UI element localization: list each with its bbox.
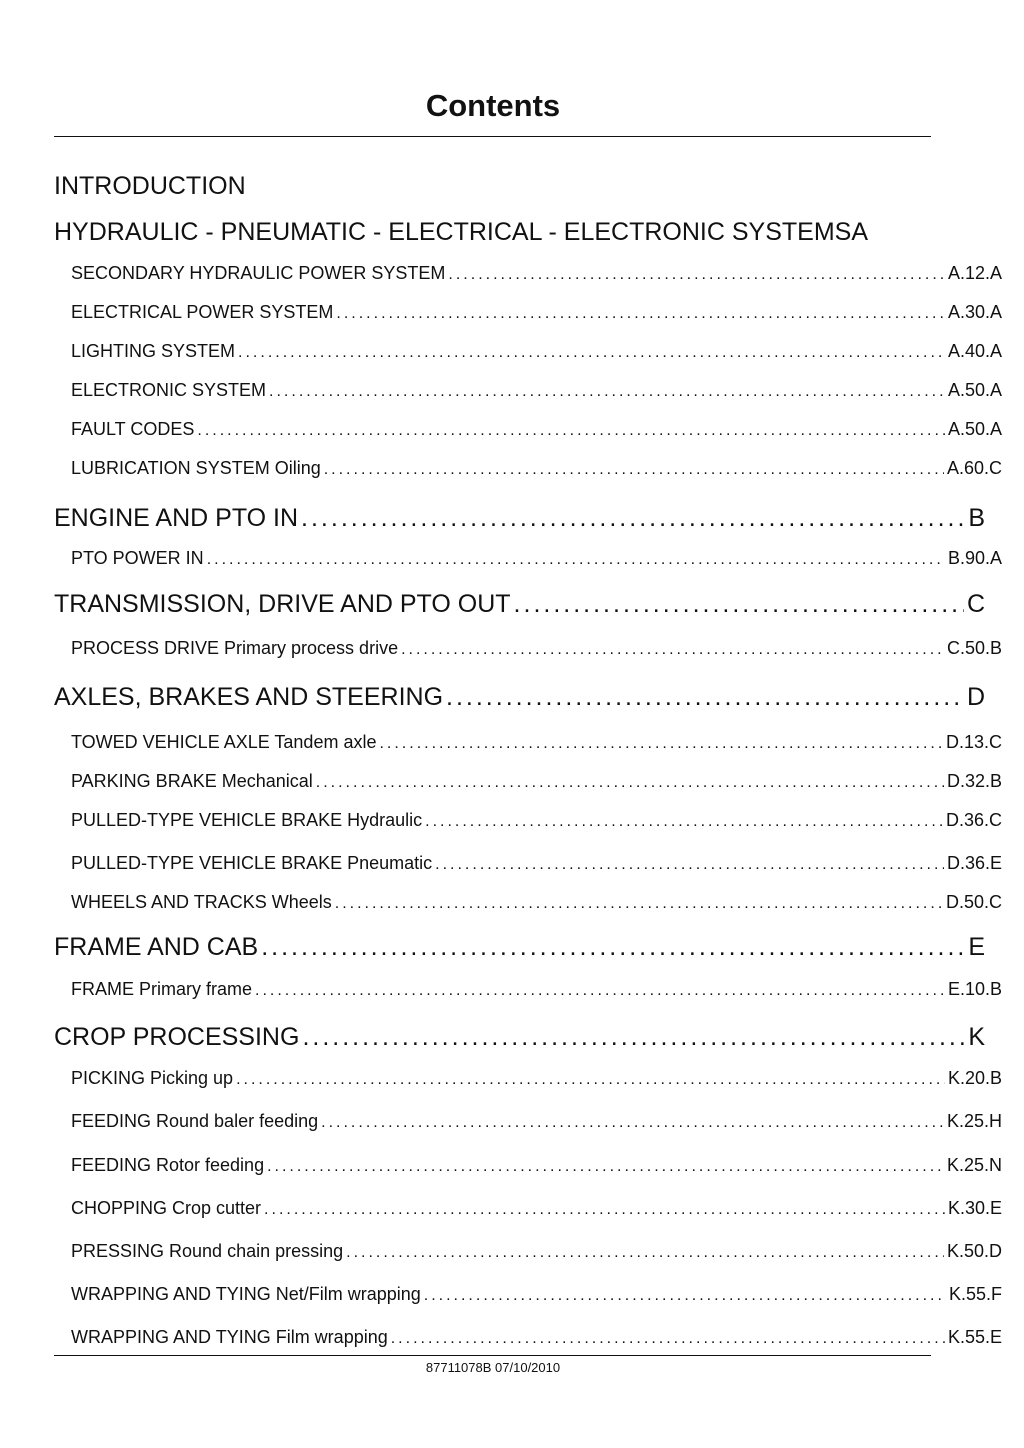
toc-section-code: B: [968, 504, 985, 532]
toc-section-label: CROP PROCESSING: [54, 1023, 300, 1051]
toc-item-code: D.32.B: [946, 771, 1002, 791]
toc-item[interactable]: [0, 1066, 1024, 1092]
toc-item[interactable]: [0, 1282, 1024, 1308]
toc-item-label: PICKING Picking up: [71, 1068, 234, 1088]
toc-item-label: PRESSING Round chain pressing: [71, 1241, 344, 1261]
dot-leader: [301, 502, 965, 534]
toc-item-label: CHOPPING Crop cutter: [71, 1198, 262, 1218]
toc-item-label: WHEELS AND TRACKS Wheels: [71, 892, 332, 912]
toc-item-label: ELECTRICAL POWER SYSTEM: [71, 302, 334, 322]
dot-leader: [267, 1155, 944, 1179]
dot-leader: [197, 419, 945, 443]
toc-item-code: K.25.H: [946, 1111, 1002, 1131]
toc-item[interactable]: [0, 1153, 1024, 1179]
dot-leader: [236, 1068, 945, 1092]
toc-item-label: PROCESS DRIVE Primary process drive: [71, 638, 399, 658]
toc-item-label: TOWED VEHICLE AXLE Tandem axle: [71, 732, 377, 752]
dot-leader: [321, 1111, 944, 1135]
toc-item[interactable]: [0, 456, 1024, 482]
toc-item-label: LUBRICATION SYSTEM Oiling: [71, 458, 321, 478]
toc-section-code: A: [851, 218, 869, 246]
toc-section-code: D: [966, 683, 985, 711]
toc-item[interactable]: [0, 300, 1024, 326]
toc-section-engine[interactable]: [0, 502, 1024, 534]
toc-item-code: A.30.A: [947, 302, 1002, 322]
dot-leader: [379, 732, 943, 756]
toc-item-code: A.50.A: [947, 419, 1002, 439]
toc-item-code: A.60.C: [946, 458, 1002, 478]
toc-item-code: E.10.B: [947, 979, 1002, 999]
toc-section-frame[interactable]: [0, 931, 1024, 963]
dot-leader: [435, 853, 944, 877]
toc-item-label: PTO POWER IN: [71, 548, 204, 568]
toc-item-code: A.40.A: [947, 341, 1002, 361]
toc-item[interactable]: [0, 261, 1024, 287]
dot-leader: [346, 1241, 944, 1265]
toc-item-label: WRAPPING AND TYING Film wrapping: [71, 1327, 388, 1347]
dot-leader: [335, 892, 943, 916]
toc-item-label: LIGHTING SYSTEM: [71, 341, 236, 361]
dot-leader: [425, 810, 943, 834]
toc-item[interactable]: [0, 546, 1024, 572]
dot-leader: [302, 1021, 965, 1053]
dot-leader: [255, 979, 945, 1003]
toc-item-code: D.13.C: [945, 732, 1002, 752]
toc-item[interactable]: [0, 890, 1024, 916]
toc-item-code: K.55.E: [947, 1327, 1002, 1347]
toc-item-label: ELECTRONIC SYSTEM: [71, 380, 267, 400]
toc-item-label: SECONDARY HYDRAULIC POWER SYSTEM: [71, 263, 446, 283]
toc-item-label: PARKING BRAKE Mechanical: [71, 771, 313, 791]
dot-leader: [336, 302, 945, 326]
toc-section-label: TRANSMISSION, DRIVE AND PTO OUT: [54, 590, 511, 618]
toc-item-label: WRAPPING AND TYING Net/Film wrapping: [71, 1284, 421, 1304]
dot-leader: [324, 458, 944, 482]
toc-item-code: A.50.A: [947, 380, 1002, 400]
dot-leader: [448, 263, 945, 287]
dot-leader: [269, 380, 945, 404]
dot-leader: [424, 1284, 946, 1308]
toc-item-code: D.36.E: [946, 853, 1002, 873]
toc-section-label: FRAME AND CAB: [54, 933, 259, 961]
dot-leader: [264, 1198, 945, 1222]
toc-item-label: PULLED-TYPE VEHICLE BRAKE Pneumatic: [71, 853, 433, 873]
toc-section-transmission[interactable]: [0, 588, 1024, 620]
page-footer: 87711078B 07/10/2010: [425, 1360, 561, 1375]
toc-item-code: K.25.N: [946, 1155, 1002, 1175]
toc-item-code: K.20.B: [947, 1068, 1002, 1088]
toc-section-crop[interactable]: [0, 1021, 1024, 1053]
dot-leader: [514, 588, 964, 620]
toc-item[interactable]: [0, 977, 1024, 1003]
toc-item[interactable]: [0, 851, 1024, 877]
toc-item-label: PULLED-TYPE VEHICLE BRAKE Hydraulic: [71, 810, 423, 830]
dot-leader: [238, 341, 945, 365]
toc-item-label: FRAME Primary frame: [71, 979, 253, 999]
dot-leader: [446, 681, 964, 713]
dot-leader: [207, 548, 945, 572]
toc-section-label: HYDRAULIC - PNEUMATIC - ELECTRICAL - ELECTRONIC SYSTEMS: [54, 218, 852, 246]
toc-section-hydraulic[interactable]: [0, 216, 1024, 248]
dot-leader: [391, 1327, 945, 1351]
toc-item[interactable]: [0, 1109, 1024, 1135]
toc-item-label: FAULT CODES: [71, 419, 195, 439]
toc-section-code: K: [968, 1023, 985, 1051]
toc-item-code: D.50.C: [945, 892, 1002, 912]
toc-section-introduction[interactable]: [0, 170, 1024, 202]
toc-item[interactable]: [0, 417, 1024, 443]
toc-item-code: K.30.E: [947, 1198, 1002, 1218]
toc-item-label: FEEDING Round baler feeding: [71, 1111, 319, 1131]
toc-item-code: B.90.A: [947, 548, 1002, 568]
toc-item[interactable]: [0, 339, 1024, 365]
toc-item[interactable]: [0, 769, 1024, 795]
toc-item[interactable]: [0, 378, 1024, 404]
toc-section-axles[interactable]: [0, 681, 1024, 713]
toc-section-code: E: [968, 933, 985, 961]
dot-leader: [261, 931, 965, 963]
toc-section-label: ENGINE AND PTO IN: [54, 504, 299, 532]
toc-item[interactable]: [0, 1325, 1024, 1351]
title-rule: [54, 136, 931, 137]
toc-item-code: D.36.C: [945, 810, 1002, 830]
footer-rule: [54, 1355, 931, 1356]
toc-item[interactable]: [0, 1196, 1024, 1222]
toc-item-code: K.55.F: [948, 1284, 1002, 1304]
dot-leader: [316, 771, 944, 795]
toc-item-code: A.12.A: [947, 263, 1002, 283]
toc-item-code: K.50.D: [946, 1241, 1002, 1261]
toc-section-label: AXLES, BRAKES AND STEERING: [54, 683, 444, 711]
toc-section-label: INTRODUCTION: [54, 172, 246, 200]
page-title: Contents: [425, 88, 561, 123]
toc-item[interactable]: [0, 636, 1024, 662]
toc-item[interactable]: [0, 1239, 1024, 1265]
toc-item[interactable]: [0, 808, 1024, 834]
toc-item-label: FEEDING Rotor feeding: [71, 1155, 265, 1175]
toc-section-code: C: [966, 590, 985, 618]
toc-item[interactable]: [0, 730, 1024, 756]
toc-item-code: C.50.B: [946, 638, 1002, 658]
dot-leader: [401, 638, 944, 662]
